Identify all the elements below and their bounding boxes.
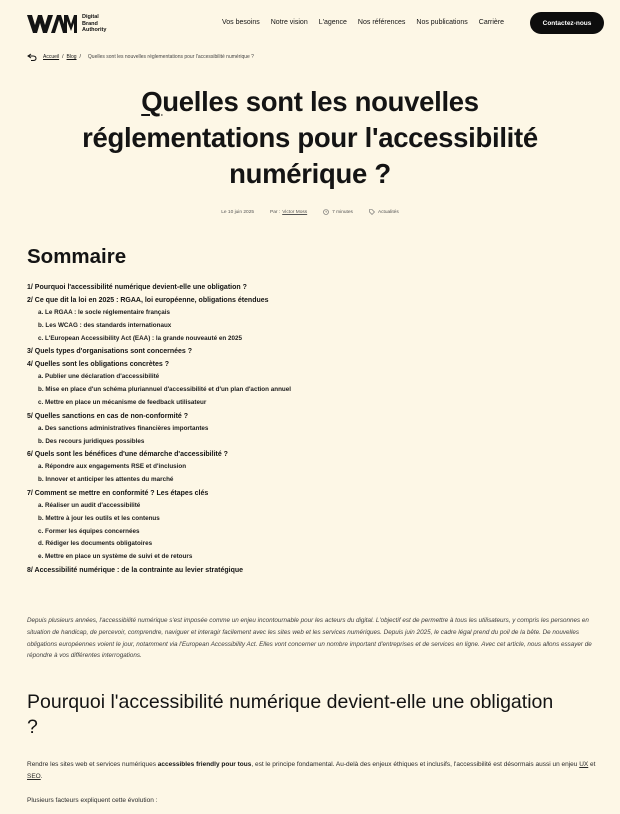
toc-section-item [27,345,587,358]
toc-link[interactable]: c. Former les équipes concernées [38,527,140,535]
publish-date: Le 10 juin 2025 [221,209,255,215]
author-link[interactable]: Victor Moss [282,209,308,215]
nav-nos-publications[interactable]: Nos publications [416,19,468,26]
toc-link[interactable]: b. Innover et anticiper les attentes du marché [38,476,174,484]
toc-link[interactable]: 2/ Ce que dit la loi en 2025 : RGAA, loi européenne, obligations étendues [27,297,269,304]
site-header [0,0,620,48]
breadcrumb-separator: / [62,54,64,60]
toc-subsection-item [27,513,587,526]
toc-link[interactable]: a. Publier une déclaration d'accessibilité [38,373,160,381]
body-paragraph: Rendre les sites web et services numériques accessibles friendly pour tous, est le principe fondamental. Au-delà des enjeux éthiques et inclusifs, l'accessibilité est désormais aussi un enjeu UX et SEO. [27,761,596,780]
breadcrumb-separator: / [79,54,81,60]
title-first-letter: Q [141,86,163,117]
toc-subsection-item [27,423,587,436]
toc-link[interactable]: a. Réaliser un audit d'accessibilité [38,501,141,509]
toc-link[interactable]: 6/ Quels sont les bénéfices d'une démarche d'accessibilité ? [27,451,228,459]
toc-link[interactable]: 7/ Comment se mettre en conformité ? Les étapes clés [27,489,209,497]
toc-subsection-item [27,320,587,333]
toc-subsection-item [27,474,587,487]
contact-button[interactable]: Contactez-nous [530,12,604,34]
summary-title: Sommaire [27,245,127,268]
toc-link[interactable]: c. L'European Accessibility Act (EAA) : la grande nouveauté en 2025 [38,334,242,342]
toc-link[interactable]: e. Mettre en place un système de suivi et de retours [38,553,193,561]
toc-subsection-item [27,551,587,564]
logo-text: Digital Brand Authority [82,14,107,33]
toc-link[interactable]: 1/ Pourquoi l'accessibilité numérique devient-elle une obligation ? [27,284,247,291]
toc-link[interactable]: b. Mise en place d'un schéma pluriannuel d'accessibilité et d'un plan d'action annuel [38,386,292,394]
back-arrow-icon[interactable] [27,53,37,61]
tag-icon [369,209,375,215]
toc-subsection-item [27,461,587,474]
toc-link[interactable]: d. Rédiger les documents obligatoires [38,540,153,548]
seo-link[interactable]: SEO [27,773,41,780]
toc-subsection-item [27,371,587,384]
wam-logo-icon [27,15,77,33]
toc-link[interactable]: 4/ Quelles sont les obligations concrètes ? [27,361,169,369]
intro-paragraph: Depuis plusieurs années, l'accessibilité numérique s'est imposée comme un enjeu incontournable pour les acteurs du digital. L'objectif est de permettre à tous les utilisateurs, y compris les personnes en situation de handicap, de percevoir, comprendre, naviguer et interagir facilement avec les sites web et les services numériques. Depuis juin 2025, le cadre légal prend du poil de la bête. De nouvelles obligations européennes voient le jour, notamment via l'European Accessibility Act. Elles vont concerner un nombre important d'entreprises et de services en ligne. Avec cet article, nous allons essayer de répondre à vos différentes interrogations. [27,617,592,660]
body-paragraph: Plusieurs facteurs expliquent cette évolution : [27,797,158,804]
table-of-contents [27,281,587,577]
toc-link[interactable]: b. Des recours juridiques possibles [38,437,145,445]
read-time: 7 minutes [323,209,353,215]
toc-section-item [27,487,587,500]
toc-link[interactable]: b. Les WCAG : des standards internationaux [38,321,172,329]
toc-link[interactable]: 8/ Accessibilité numérique : de la contrainte au levier stratégique [27,566,244,574]
toc-link[interactable]: 5/ Quelles sanctions en cas de non-conformité ? [27,412,189,420]
toc-link[interactable]: a. Répondre aux engagements RSE et d'inclusion [38,463,187,471]
breadcrumb-blog[interactable]: Blog [66,54,77,60]
toc-section-item [27,281,587,294]
toc-subsection-item [27,333,587,346]
page-title [60,84,560,192]
breadcrumb [27,53,254,61]
toc-section-item [27,358,587,371]
toc-link[interactable]: a. Des sanctions administratives financières importantes [38,424,209,432]
toc-subsection-item [27,397,587,410]
toc-link[interactable]: b. Mettre à jour les outils et les contenus [38,514,160,522]
nav-vos-besoins[interactable]: Vos besoins [222,19,260,26]
toc-section-item [27,448,587,461]
toc-section-item [27,410,587,423]
nav-l-agence[interactable]: L'agence [318,19,347,26]
toc-subsection-item [27,526,587,539]
toc-link[interactable]: a. Le RGAA : le socle réglementaire français [38,309,171,316]
category: Actualités [369,209,399,215]
toc-link[interactable]: 3/ Quels types d'organisations sont concernées ? [27,348,193,356]
toc-section-item [27,294,587,307]
toc-subsection-item [27,384,587,397]
nav-carriere[interactable]: Carrière [478,19,505,26]
breadcrumb-home[interactable]: Accueil [43,54,60,60]
author: Par : Victor Moss [270,209,308,215]
ux-link[interactable]: UX [579,761,589,768]
nav-nos-references[interactable]: Nos références [357,19,406,26]
title-text: uelles sont les nouvelles réglementations pour l'accessibilité numérique ? [82,86,538,189]
logo[interactable] [27,14,114,34]
article-meta [0,209,620,215]
breadcrumb-current: Quelles sont les nouvelles réglementations pour l'accessibilité numérique ? [87,54,254,60]
toc-subsection-item [27,538,587,551]
toc-subsection-item [27,500,587,513]
toc-section-item [27,564,587,577]
section-heading: Pourquoi l'accessibilité numérique devient-elle une obligation ? [27,691,554,738]
toc-subsection-item [27,307,587,320]
clock-icon [323,209,329,215]
nav-notre-vision[interactable]: Notre vision [270,19,308,26]
toc-link[interactable]: c. Mettre en place un mécanisme de feedback utilisateur [38,398,207,406]
main-nav [222,19,504,26]
toc-subsection-item [27,436,587,449]
